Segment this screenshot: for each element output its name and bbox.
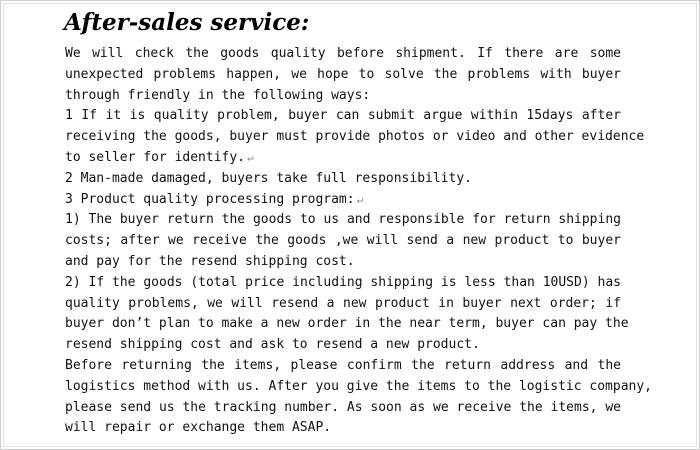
text-line: 3 Product quality processing program: [65, 191, 355, 207]
text-line: quality problems, we will resend a new product in buyer next order; if [65, 295, 621, 311]
text-line: 2) If the goods (total price including shipping is less than 10USD) has [65, 274, 621, 290]
text-line: receiving the goods, buyer must provide photos or video and other evidence [65, 129, 645, 145]
text-line: unexpected problems happen, we hope to solve the problems with buyer [65, 66, 621, 82]
text-line: 1 If it is quality problem, buyer can submit argue within 15days after [65, 108, 621, 124]
text-line-wrap [65, 190, 621, 211]
text-line: to seller for identify. [65, 149, 246, 165]
text-line: resend shipping cost and ask to resend a new product. [65, 337, 480, 353]
text-line: buyer don’t plan to make a new order in the near term, buyer can pay the [65, 316, 629, 332]
text-line-wrap [65, 148, 621, 169]
text-line: will repair or exchange them ASAP. [65, 420, 332, 436]
text-line: 2 Man-made damaged, buyers take full responsibility. [65, 170, 472, 186]
document-body [65, 44, 652, 439]
text-line: through friendly in the following ways: [65, 87, 371, 103]
text-line: please send us the tracking number. As soon as we receive the items, we [65, 399, 621, 415]
text-line: We will check the goods quality before shipment. If there are some [65, 46, 621, 61]
text-line: Before returning the items, please confirm the return address and the [65, 357, 621, 373]
text-line: 1) The buyer return the goods to us and responsible for return shipping [65, 212, 621, 228]
page-title: After-sales service: [64, 9, 310, 36]
text-line: logistics method with us. After you give the items to the logistic company, [65, 378, 652, 394]
paragraph-mark-icon: ↵ [247, 150, 254, 164]
paragraph-mark-icon: ↵ [356, 192, 364, 206]
text-line: costs; after we receive the goods ,we will send a new product to buyer [65, 233, 621, 249]
text-line: and pay for the resend shipping cost. [65, 253, 355, 269]
